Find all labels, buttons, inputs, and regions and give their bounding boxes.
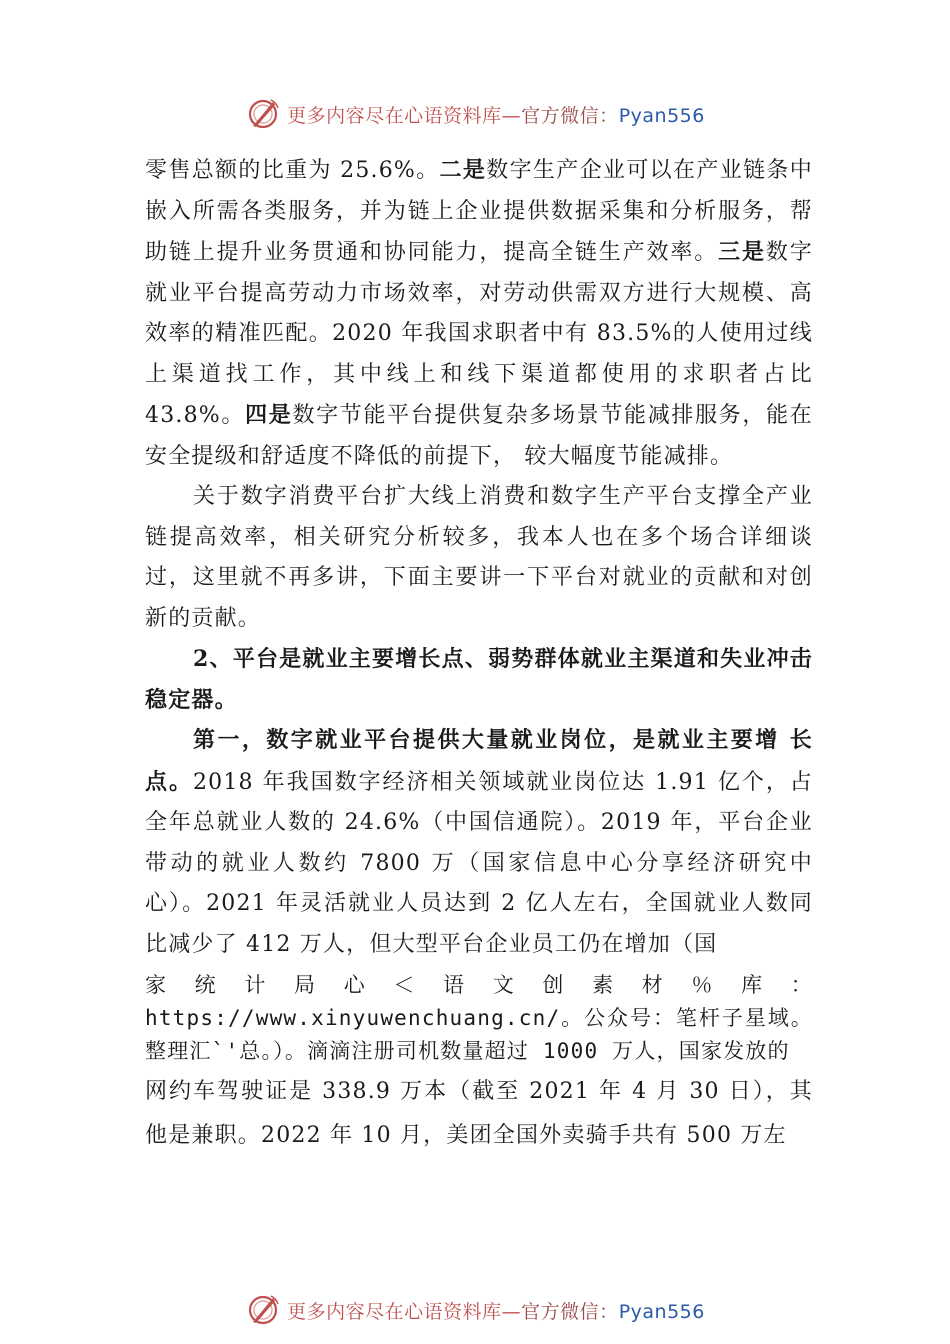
paragraph-3: 第一，数字就业平台提供大量就业岗位，是就业主要增 长点。2018 年我国数字经济相关领域就业岗位达 1.91 亿个，占全年总就业人数的 24.6%（中国信通院）。2019 年，平台企业带动的就业人数约 7800 万（国家信息中心分享经济研究中心）。2021 年灵活就业人员达到 2 亿人左右，全国就业人数同比减少了 412 万人，但大型平台企业员工仍在增加（国 xyxy=(145,727,813,957)
paragraph-2: 关于数字消费平台扩大线上消费和数字生产平台支撑全产业链提高效率，相关研究分析较多，我本人也在多个场合详细谈过，这里就不再多讲，下面主要讲一下平台对就业的贡献和对创新的贡献。 xyxy=(145,484,813,631)
watermark-text: 更多内容尽在心语资料库—官方微信：Pyan556 xyxy=(287,1300,705,1323)
paragraph-5: 网约车驾驶证是 338.9 万本（截至 2021 年 4 月 30 日），其他是兼职。2022 年 10 月，美团全国外卖骑手共有 500 万左 xyxy=(145,1079,813,1148)
quill-logo-icon xyxy=(245,96,281,132)
paragraph-4: 家统计局心＜语文创素材％库：https://www.xinyuwenchuang.cn/。公众号：笔杆子星域。整理汇`'总。）。滴滴注册司机数量超过 1000 万人，国家发放的 xyxy=(145,973,813,1063)
header-watermark xyxy=(0,96,950,132)
document-body xyxy=(145,150,813,1158)
paragraph-1: 零售总额的比重为 25.6%。二是数字生产企业可以在产业链条中嵌入所需各类服务，并为链上企业提供数据采集和分析服务，帮助链上提升业务贯通和协同能力，提高全链生产效率。三是数字就业平台提高劳动力市场效率，对劳动供需双方进行大规模、高效率的精准匹配。2020 年我国求职者中有 83.5%的人使用过线上渠道找工作，其中线上和线下渠道都使用的求职者占比 43.8%。四是数字节能平台提供复杂多场景节能减排服务，能在安全提级和舒适度不降低的前提下， 较大幅度节能减排。 xyxy=(145,157,813,469)
watermark-text: 更多内容尽在心语资料库—官方微信：Pyan556 xyxy=(287,104,705,127)
footer-watermark xyxy=(0,1292,950,1328)
quill-logo-icon xyxy=(245,1292,281,1328)
section-heading: 2、平台是就业主要增长点、弱势群体就业主渠道和失业冲击稳定器。 xyxy=(145,646,813,713)
